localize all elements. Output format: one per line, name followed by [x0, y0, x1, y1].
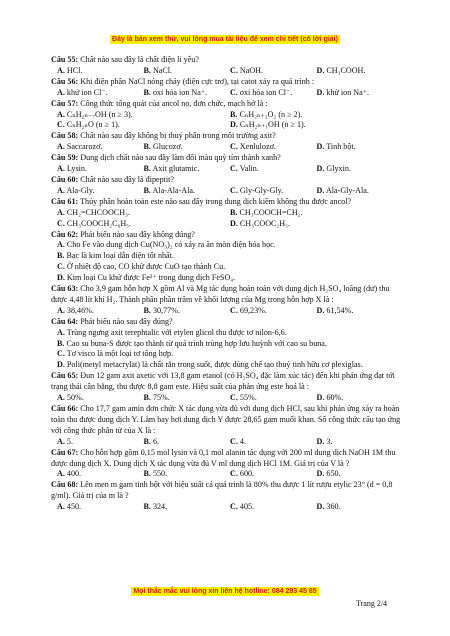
option-row	[51, 339, 403, 350]
header-banner-text: Đây là bản xem thử, vui lòng mua tài liệu để xem chi tiết (có lời giải)	[112, 36, 338, 43]
answer-option	[230, 186, 317, 197]
option-text: Glucozơ.	[150, 142, 183, 152]
answer-option	[57, 66, 144, 77]
option-letter: A.	[57, 436, 65, 446]
option-letter: A.	[57, 109, 65, 119]
option-letter: B.	[57, 251, 65, 261]
option-row	[51, 251, 403, 262]
option-text: Tơ visco là một loại tơ tổng hợp.	[64, 349, 174, 359]
option-text: Trùng ngưng axit terephtalic với etylen glicol thu được tơ nilon-6,6.	[64, 327, 287, 337]
option-letter: D.	[57, 360, 65, 370]
answer-option	[57, 142, 144, 153]
option-letter: D.	[316, 469, 325, 479]
question-text: Thủy phân hoàn toàn este nào sau đây trong dung dịch kiềm không thu được ancol?	[78, 196, 352, 206]
option-text: Ala-Gly-Ala.	[324, 185, 369, 195]
option-letter: B.	[143, 142, 151, 152]
question-block	[51, 230, 403, 285]
option-text: khử ion Na⁺.	[324, 87, 370, 97]
question-block	[51, 77, 403, 99]
option-text: 69,23%.	[237, 305, 267, 315]
answer-option	[144, 306, 231, 317]
option-letter: D.	[57, 273, 65, 283]
option-letter: A.	[57, 142, 65, 152]
option-text: 50%.	[64, 393, 84, 403]
option-letter: C.	[57, 262, 65, 272]
answer-option	[57, 349, 403, 360]
question-block	[51, 131, 403, 153]
option-letter: A.	[57, 185, 65, 195]
option-row	[51, 164, 403, 175]
answer-option	[57, 88, 144, 99]
answer-option	[57, 186, 144, 197]
option-text: 3.	[324, 436, 333, 446]
option-row	[51, 469, 403, 480]
option-letter: B.	[57, 338, 65, 348]
question-stem	[51, 99, 403, 110]
question-stem	[51, 230, 403, 241]
option-text: NaCl.	[150, 65, 173, 75]
option-letter: C.	[230, 469, 238, 479]
question-text: Khi điện phân NaCl nóng chảy (điện cực trơ), tại catot xảy ra quá trình :	[78, 76, 315, 86]
option-text: Tinh bột.	[324, 142, 356, 152]
question-text: Chất nào sau đây là chất điện li yếu?	[78, 55, 199, 64]
option-text: Axit glutamic.	[150, 164, 200, 174]
option-letter: D.	[316, 142, 325, 152]
question-number: Câu 62:	[51, 229, 79, 239]
answer-option	[230, 66, 317, 77]
question-stem	[51, 371, 403, 393]
option-text: 75%.	[150, 393, 170, 403]
option-letter: B.	[143, 65, 151, 75]
question-block	[51, 55, 403, 77]
option-letter: B.	[143, 185, 151, 195]
option-text: Ala-Gly.	[64, 185, 95, 195]
option-text: Saccarozơ.	[64, 142, 103, 152]
option-letter: B.	[143, 164, 151, 174]
option-letter: B.	[230, 109, 238, 119]
answer-option	[144, 393, 231, 404]
option-text: Kim loại Cu khử được Fe²⁺ trong dung dịch FeSO₄.	[64, 273, 236, 283]
answer-option	[57, 393, 144, 404]
question-stem	[51, 448, 403, 470]
option-text: 450.	[64, 502, 82, 512]
question-number: Câu 63:	[51, 284, 79, 294]
option-row	[51, 186, 403, 197]
answer-option	[317, 393, 404, 404]
option-letter: C.	[230, 436, 238, 446]
option-letter: D.	[316, 502, 325, 512]
option-row	[51, 393, 403, 404]
answer-option	[144, 66, 231, 77]
question-text: Lên men m gam tinh bột với hiệu suất cả quá trình là 80% thu được 1 lít rượu etylic 23° (d = 0,8 g/ml). Giá trị của m là ?	[51, 480, 393, 501]
option-letter: D.	[230, 218, 238, 228]
question-stem	[51, 175, 403, 186]
option-letter: A.	[57, 207, 65, 217]
option-letter: B.	[143, 305, 151, 315]
option-letter: B.	[143, 502, 151, 512]
answer-option	[144, 88, 231, 99]
option-letter: C.	[230, 65, 238, 75]
answer-option	[57, 339, 403, 350]
option-letter: C.	[57, 120, 65, 130]
option-text: 5.	[64, 436, 73, 446]
answer-option	[230, 142, 317, 153]
option-letter: D.	[316, 185, 325, 195]
option-letter: C.	[230, 502, 238, 512]
option-row	[51, 502, 403, 513]
option-text: NaOH.	[237, 65, 264, 75]
option-letter: C.	[230, 87, 238, 97]
option-row	[51, 142, 403, 153]
answer-option	[230, 502, 317, 513]
question-block	[51, 371, 403, 404]
answer-option	[230, 219, 403, 230]
option-text: Cao su buna-S được tạo thành từ quá trình trùng hợp lưu huỳnh với cao su buna.	[64, 338, 327, 348]
option-text: 60%.	[324, 393, 344, 403]
option-letter: D.	[230, 120, 238, 130]
question-text: Cho 17,7 gam amin đơn chức X tác dụng vừa đủ với dung dịch HCl, sau khi phản ứng xảy ra hoàn toàn thu được dung dịch Y. Làm bay hơi dung dịch Y được 28,65 gam muối khan. Số công thức cấu tạo ứng với công thức phân tử của X là :	[51, 404, 401, 435]
answer-option	[57, 219, 230, 230]
option-text: CₙH₂ₙ₊₁OH (n ≥ 1).	[237, 120, 306, 130]
option-letter: A.	[57, 87, 65, 97]
answer-option	[57, 120, 230, 131]
answer-option	[57, 110, 230, 121]
answer-option	[57, 262, 403, 273]
option-row	[51, 88, 403, 99]
question-number: Câu 67:	[51, 447, 79, 457]
question-block	[51, 153, 403, 175]
answer-option	[144, 437, 231, 448]
answer-option	[57, 164, 144, 175]
option-text: CH₃COOCH=CH₂.	[237, 207, 303, 217]
option-letter: D.	[316, 436, 325, 446]
option-text: 55%.	[237, 393, 257, 403]
answer-option	[317, 306, 404, 317]
answer-option	[57, 306, 144, 317]
option-row	[51, 208, 403, 219]
question-text: Phát biểu nào sau đây không đúng?	[78, 229, 195, 239]
option-text: oxi hóa ion Cl⁻.	[237, 87, 293, 97]
option-row	[51, 437, 403, 448]
answer-option	[230, 469, 317, 480]
footer-banner	[0, 580, 450, 598]
answer-option	[317, 502, 404, 513]
question-number: Câu 57:	[51, 98, 79, 108]
option-letter: C.	[230, 164, 238, 174]
answer-option	[230, 88, 317, 99]
answer-option	[317, 164, 404, 175]
question-list	[51, 55, 403, 513]
question-text: Cho hỗn hợp gồm 0,15 mol lysin và 0,1 mol alanin tác dụng với 200 ml dung dịch NaOH 1M thu được dung dịch X. Dung dịch X tác dụng vừa đủ V ml dung dịch HCl 1M. Giá trị của V là ?	[51, 447, 396, 468]
option-letter: C.	[57, 218, 65, 228]
answer-option	[317, 437, 404, 448]
option-letter: D.	[316, 164, 325, 174]
question-block	[51, 284, 403, 317]
option-letter: B.	[230, 207, 238, 217]
question-stem	[51, 480, 403, 502]
option-text: 550.	[150, 469, 168, 479]
question-number: Câu 59:	[51, 153, 79, 163]
answer-option	[144, 502, 231, 513]
answer-option	[57, 502, 144, 513]
option-letter: C.	[230, 393, 238, 403]
option-letter: A.	[57, 327, 65, 337]
answer-option	[230, 306, 317, 317]
option-text: 360.	[324, 502, 341, 512]
option-text: 38,46%.	[64, 305, 94, 315]
option-text: CH₃COOC₂H₅.	[237, 218, 290, 228]
option-text: CₙH₂ₙ₋₇OH (n ≥ 3).	[64, 109, 133, 119]
option-text: 650.	[324, 469, 341, 479]
question-text: Đun 12 gam axit axetic với 13,8 gam etanol (có H₂SO₄ đặc làm xúc tác) đến khi phản ứng đạt tới trạng thái cân bằng, thu được 8,8 gam este. Hiệu suất của phản ứng este hoá là :	[51, 371, 395, 392]
question-block	[51, 480, 403, 513]
question-block	[51, 197, 403, 230]
option-letter: C.	[230, 305, 238, 315]
option-row	[51, 240, 403, 251]
option-text: Bạc là kim loại dẫn điện tốt nhất.	[64, 251, 174, 261]
answer-option	[230, 164, 317, 175]
answer-option	[230, 437, 317, 448]
option-letter: C.	[230, 142, 238, 152]
question-block	[51, 448, 403, 481]
option-row	[51, 120, 403, 131]
option-letter: A.	[57, 240, 65, 250]
question-text: Công thức tổng quát của ancol no, đơn chức, mạch hở là :	[78, 98, 268, 108]
option-text: Ala-Ala-Ala.	[150, 185, 195, 195]
option-text: CₙH₂ₙO (n ≥ 1).	[64, 120, 120, 130]
option-letter: B.	[143, 393, 151, 403]
option-row	[51, 66, 403, 77]
question-block	[51, 404, 403, 448]
option-text: 600.	[237, 469, 255, 479]
page-number: Trang 2/4	[356, 599, 388, 608]
question-stem	[51, 197, 403, 208]
option-text: CH₃COOH.	[324, 65, 366, 75]
answer-option	[57, 273, 403, 284]
answer-option	[230, 110, 403, 121]
option-text: Poli(metyl metacrylat) là chất rắn trong suốt, được dùng chế tạo thuỷ tinh hữu cơ plexiglas.	[64, 360, 363, 370]
option-letter: A.	[57, 305, 65, 315]
option-letter: C.	[57, 349, 65, 359]
question-text: Phát biểu nào sau đây đúng?	[78, 316, 173, 326]
footer-banner-text: Mọi thắc mắc vui lòng xin liên hệ hotline: 084 283 45 85	[133, 588, 317, 595]
question-stem	[51, 77, 403, 88]
option-letter: B.	[143, 87, 151, 97]
option-letter: C.	[230, 185, 238, 195]
header-banner	[0, 28, 450, 46]
question-number: Câu 61:	[51, 196, 79, 206]
question-number: Câu 56:	[51, 76, 79, 86]
question-text: Chất nào sau đây không bị thuỷ phân trong môi trường axit?	[78, 131, 276, 141]
option-letter: B.	[143, 469, 151, 479]
question-stem	[51, 284, 403, 306]
answer-option	[57, 328, 403, 339]
option-text: Ở nhiệt độ cao, CO khử được CuO tạo thành Cu.	[64, 262, 226, 272]
option-text: Lysin.	[64, 164, 87, 174]
option-letter: D.	[316, 65, 325, 75]
question-number: Câu 64:	[51, 316, 79, 326]
question-stem	[51, 317, 403, 328]
question-number: Câu 55:	[51, 55, 79, 64]
question-text: Cho 3,9 gam hỗn hợp X gồm Al và Mg tác dụng hoàn toàn với dung dịch H₂SO₄ loãng (dư) thu được 4,48 lít khí H₂. Thành phần phần trăm về khối lượng của Mg trong hỗn hợp X là :	[51, 284, 390, 304]
answer-option	[317, 186, 404, 197]
option-letter: D.	[316, 305, 325, 315]
answer-option	[57, 251, 403, 262]
option-text: 405.	[237, 502, 255, 512]
question-block	[51, 99, 403, 132]
option-letter: D.	[316, 87, 325, 97]
question-stem	[51, 131, 403, 142]
question-stem	[51, 153, 403, 164]
answer-option	[230, 393, 317, 404]
option-text: Cho Fe vào dung dịch Cu(NO₃)₂ có xảy ra ăn mòn điện hóa học.	[64, 240, 276, 250]
option-text: 61,54%.	[324, 305, 354, 315]
question-number: Câu 68:	[51, 480, 79, 490]
option-text: 324.	[150, 502, 168, 512]
answer-option	[57, 360, 403, 371]
option-text: CH₂=CHCOOCH₃.	[64, 207, 130, 217]
option-letter: A.	[57, 469, 65, 479]
option-letter: A.	[57, 393, 65, 403]
option-row	[51, 110, 403, 121]
answer-option	[57, 208, 230, 219]
question-stem	[51, 55, 403, 66]
option-row	[51, 360, 403, 371]
question-text: Dung dịch chất nào sau đây làm đổi màu quỳ tím thành xanh?	[78, 153, 281, 163]
option-letter: D.	[316, 393, 325, 403]
option-text: Glyxin.	[324, 164, 351, 174]
option-row	[51, 262, 403, 273]
option-text: HCl.	[64, 65, 83, 75]
option-row	[51, 349, 403, 360]
answer-option	[144, 186, 231, 197]
option-text: Gly-Gly-Gly.	[237, 185, 284, 195]
answer-option	[317, 88, 404, 99]
option-letter: A.	[57, 65, 65, 75]
option-text: khử ion Cl⁻.	[64, 87, 108, 97]
answer-option	[144, 142, 231, 153]
option-letter: A.	[57, 502, 65, 512]
answer-option	[317, 469, 404, 480]
question-number: Câu 60:	[51, 174, 79, 184]
answer-option	[317, 66, 404, 77]
question-block	[51, 175, 403, 197]
option-text: 400.	[64, 469, 82, 479]
answer-option	[57, 437, 144, 448]
answer-option	[317, 142, 404, 153]
option-text: Valin.	[237, 164, 259, 174]
option-text: 6.	[150, 436, 160, 446]
option-text: CH₃COOCH₂C₆H₅.	[64, 218, 132, 228]
option-row	[51, 219, 403, 230]
answer-option	[57, 469, 144, 480]
answer-option	[144, 164, 231, 175]
option-text: CₙH₂ₙ₊₂O₂ (n ≥ 2).	[237, 109, 303, 119]
question-stem	[51, 404, 403, 437]
question-number: Câu 58:	[51, 131, 79, 141]
option-text: 30,77%.	[150, 305, 180, 315]
answer-option	[230, 208, 403, 219]
question-block	[51, 317, 403, 372]
option-text: 4.	[237, 436, 246, 446]
answer-option	[144, 469, 231, 480]
option-letter: B.	[143, 436, 151, 446]
option-row	[51, 273, 403, 284]
question-text: Chất nào sau đây là đipeptit?	[78, 174, 174, 184]
option-text: oxi hóa ion Na⁺.	[150, 87, 208, 97]
answer-option	[57, 240, 403, 251]
question-number: Câu 66:	[51, 404, 79, 413]
question-number: Câu 65:	[51, 371, 79, 381]
option-row	[51, 306, 403, 317]
option-text: Xenlulozơ.	[237, 142, 276, 152]
option-letter: A.	[57, 164, 65, 174]
answer-option	[230, 120, 403, 131]
option-row	[51, 328, 403, 339]
